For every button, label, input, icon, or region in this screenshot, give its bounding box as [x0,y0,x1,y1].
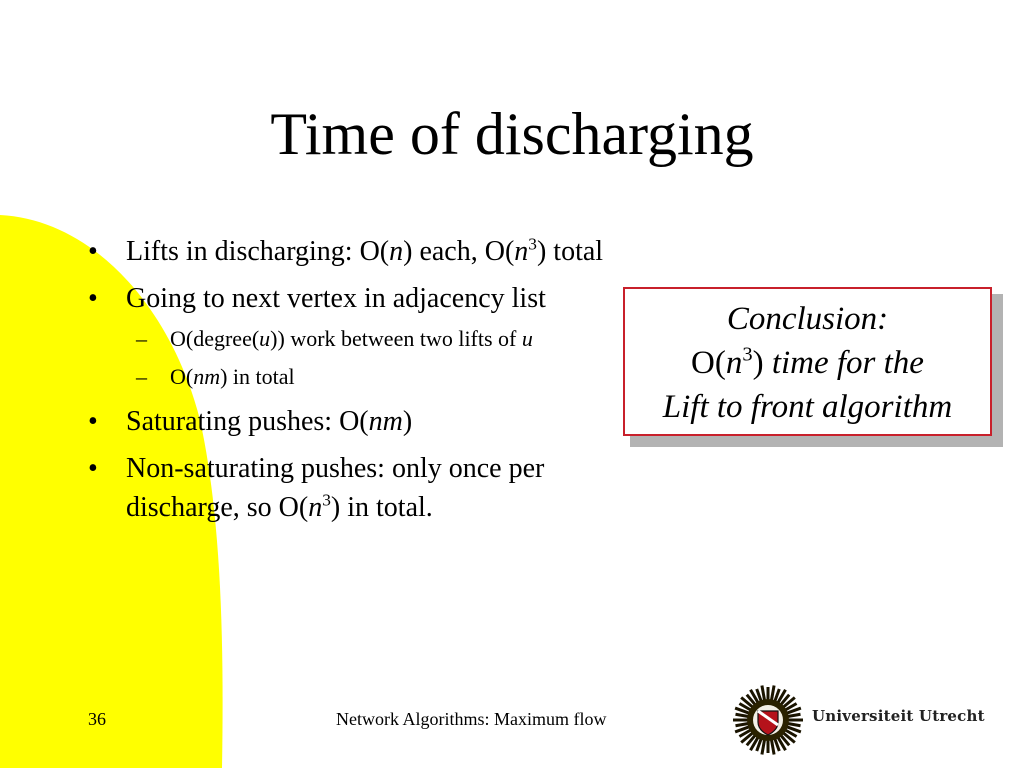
text: Saturating pushes: O( [126,406,369,437]
bullet-mark: • [88,406,98,437]
seal-ray [762,740,765,755]
text: time for the [763,345,924,381]
university-name: Universiteit Utrecht [812,707,985,725]
text: O( [691,345,726,381]
text: O( [170,364,194,389]
conclusion-heading [625,297,990,341]
university-seal-icon [732,684,804,756]
math-var: n [514,236,529,267]
conclusion-box [623,287,992,436]
text: O(degree( [170,326,260,351]
seal-ray [762,686,765,701]
bullet-saturating [88,402,608,441]
conclusion-line-2 [625,341,990,385]
bullet-mark: • [88,283,98,314]
seal-ray [788,714,801,716]
text: Lift to front algorithm [662,389,953,425]
text: )) work between two lifts of [270,326,522,351]
math-var: n [308,492,323,523]
seal-ray [788,723,801,725]
sub-bullet-mark: – [136,326,147,351]
sub-bullet-degree [136,322,608,356]
sub-bullet-total [136,360,608,394]
math-var: nm [368,406,403,437]
text: ) [402,406,413,437]
bullet-lifts [88,232,608,271]
superscript: 3 [742,343,753,366]
text: Going to next vertex in adjacency list [126,283,546,314]
math-var: n [725,345,743,381]
seal-ray [736,714,749,716]
superscript: 3 [322,490,331,510]
seal-ray [771,740,774,755]
text: Lifts in discharging: O( [126,236,390,267]
conclusion-heading-text: Conclusion: [726,301,889,337]
slide-number: 36 [88,709,106,729]
text: ) total [536,236,604,267]
conclusion-callout [623,287,992,436]
text: Non-saturating pushes: only once per discharge, so O( [126,453,545,523]
slide-title: Time of discharging [270,101,754,167]
math-var: u [521,326,533,351]
math-var: nm [193,364,221,389]
text: ) each, O( [403,236,515,267]
text: ) [752,345,764,381]
math-var: n [389,236,404,267]
sub-bullets [88,322,608,394]
bullet-non-saturating [88,449,608,527]
text: ) in total [220,364,295,389]
conclusion-line-3 [625,385,990,429]
superscript: 3 [528,234,537,254]
text: ) in total. [330,492,433,523]
bullet-adjacency [88,279,608,318]
seal-ray [771,686,774,701]
bullet-mark: • [88,453,98,484]
slide-content [88,232,608,535]
footer-title: Network Algorithms: Maximum flow [336,709,607,729]
seal-ray [736,723,749,725]
math-var: u [259,326,271,351]
bullet-mark: • [88,236,98,267]
sub-bullet-mark: – [136,364,147,389]
